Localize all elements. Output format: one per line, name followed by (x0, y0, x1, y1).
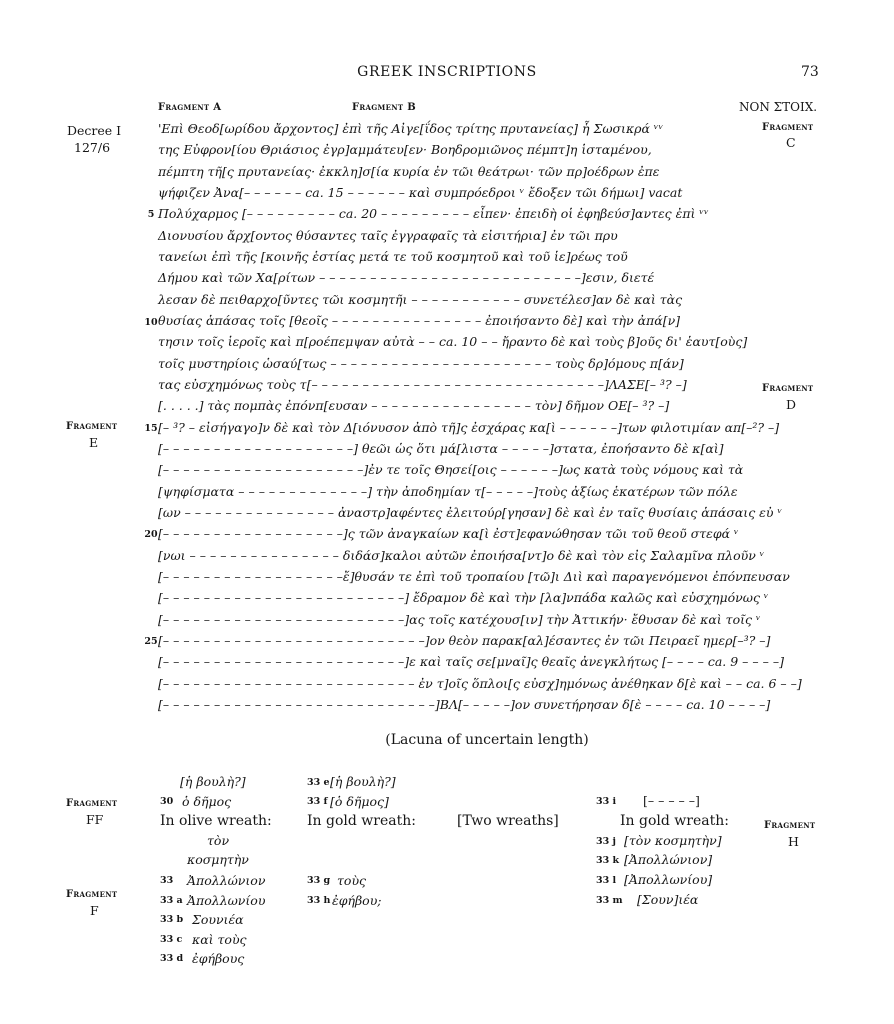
wreath-text: τοὺς (337, 873, 367, 888)
inscription-line: Δήμου καὶ τῶν Χα[ρίτων – – – – – – – – – – – – – – – – – – – – – – – – – –]εσιν, διετέ (158, 270, 655, 285)
fragment-f-label: Fragment (66, 889, 118, 900)
fragment-ff-label: Fragment (66, 798, 118, 809)
fragment-f-letter: F (90, 903, 99, 918)
wreath-heading: In olive wreath: (160, 813, 272, 829)
non-stoich-label: NON ΣΤΟΙΧ. (739, 100, 818, 114)
inscription-line: [ψηφίσματα – – – – – – – – – – – – –] τὴν ἀποδημίαν τ[– – – – –]τοὺς ἀξίως ἑκατέρων τῶν πόλε (158, 484, 738, 499)
inscription-line: τοῖς μυστηρίοις ὡσαύ[τως – – – – – – – – – – – – – – – – – – – – – – τοὺς δρ]όμους π[άν] (158, 356, 684, 371)
wreath-line-number: 33 (160, 875, 174, 886)
inscription-line: τησιν τοῖς ἱεροῖς καὶ π[ροέπεμψαν αὐτὰ – – ca. 10 – – ἤραντο δὲ καὶ τοὺς β]οῦς δι' ἑαυτ[οὺς] (158, 334, 748, 349)
wreath-text: [ἡ βουλὴ?] (330, 774, 396, 789)
inscription-line: [. . . . .] τὰς πομπὰς ἐπόνπ[ευσαν – – – – – – – – – – – – – – – – τὸν] δῆμον ΟΕ[– ³? –] (158, 398, 670, 413)
line-number: 20 (144, 529, 158, 540)
wreath-text: ὁ δῆμος (182, 794, 232, 809)
inscription-line: [νωι – – – – – – – – – – – – – – – διδάσ]καλοι αὐτῶν ἐποιήσα[ντ]ο δὲ καὶ τὸν εἰς Σαλαμῖνα πλοῦν ᵛ (158, 548, 765, 563)
wreath-line-number: 30 (160, 796, 174, 807)
fragment-e-letter: E (89, 435, 99, 450)
fragment-c-label: Fragment (762, 122, 814, 133)
decree-label: Decree I (67, 123, 122, 138)
fragment-d-letter: D (786, 397, 797, 412)
wreath-line-number: 33 b (160, 914, 184, 925)
inscription-line: [– – – – – – – – – – – – – – – – – – – – – – – – – – –]ΒΛ[– – – – –]ον συνετήρησαν δ[ὲ – – – – ca. 10 – – – –] (158, 697, 771, 712)
inscription-line: [– – – – – – – – – – – – – – – – – – – –]ἐν τε τοῖς Θησεί[οις – – – – – –]ως κατὰ τοὺς νόμους καὶ τὰ (158, 462, 744, 477)
wreath-line-number: 33 h (307, 895, 331, 906)
wreath-text: κοσμητὴν (187, 852, 249, 867)
inscription-line: θυσίας ἁπάσας τοῖς [θεοῖς – – – – – – – – – – – – – – – ἐποιήσαντο δὲ] καὶ τὴν ἀπά[ν] (158, 313, 681, 328)
wreath-line-number: 33 d (160, 953, 184, 964)
inscription-line: [– – – – – – – – – – – – – – – – – – – – – – – – – ἐν τ]οῖς ὅπλοι[ς εὐσχ]ημόνως ἀνέθηκαν δ[ὲ καὶ – – ca. 6 – –] (158, 676, 802, 691)
wreath-line-number: 33 i (596, 796, 617, 807)
inscription-line: [ων – – – – – – – – – – – – – – – ἀναστρ]αφέντες ἐλειτούρ[γησαν] δὲ καὶ ἐν ταῖς θυσίαις ἁπάσαις εὐ ᵛ (158, 505, 783, 520)
fragment-h-letter: H (788, 834, 799, 849)
fragment-c-letter: C (786, 135, 796, 150)
inscription-line: τανείωι ἐπὶ τῆς [κοινῆς ἑστίας μετά τε τοῦ κοσμητοῦ καὶ τοῦ ἱε]ρέως τοῦ (158, 249, 628, 264)
line-number: 15 (144, 423, 158, 434)
wreath-line-number: 33 e (307, 777, 330, 788)
fragment-a-label: Fragment A (158, 102, 222, 113)
inscription-line: Πολύχαρμος [– – – – – – – – – ca. 20 – – – – – – – – – εἶπεν· ἐπειδὴ οἱ ἐφηβεύσ]αντες ἐπὶ ᵛᵛ (158, 206, 709, 221)
wreath-text: Ἀπολλωνίου (187, 893, 266, 908)
inscription-line: ψήφιζεν Ἀνα[– – – – – – ca. 15 – – – – – – καὶ συμπρόεδροι ᵛ ἔδοξεν τῶι δήμωι] vacat (158, 185, 683, 200)
wreath-text: [ἡ βουλὴ?] (180, 774, 246, 789)
decree-date: 127/6 (74, 140, 111, 155)
wreath-line-number: 33 m (596, 895, 623, 906)
inscription-line: λεσαν δὲ πειθαρχο[ῦντες τῶι κοσμητῆι – – – – – – – – – – – συνετέλεσ]αν δὲ καὶ τὰς (158, 292, 683, 307)
fragment-ff-letter: FF (86, 812, 104, 827)
wreath-heading: [Two wreaths] (457, 813, 559, 829)
inscription-line: [– – – – – – – – – – – – – – – – – – – – – – – –] ἔδραμον δὲ καὶ τὴν [λα]νπάδα καλῶς καὶ εὐσχημόνως ᵛ (158, 590, 769, 605)
wreath-text: Σουνιέα (192, 912, 244, 927)
wreath-text: ἐφήβου; (332, 893, 382, 908)
fragment-b-label: Fragment B (352, 102, 416, 113)
line-number: 25 (144, 636, 158, 647)
wreath-line-number: 33 j (596, 836, 616, 847)
inscription-line: τας εὐσχημόνως τοὺς τ[– – – – – – – – – – – – – – – – – – – – – – – – – – – – –]ΛΑΣΕ[– ³? –] (158, 377, 687, 392)
wreath-text: [ὁ δῆμος] (330, 794, 389, 809)
fragment-d-label: Fragment (762, 383, 814, 394)
wreath-text: καὶ τοὺς (192, 932, 247, 947)
inscription-line: [– – – – – – – – – – – – – – – – – – – – – – – –]ε καὶ ταῖς σε[μναῖ]ς θεαῖς ἀνεγκλήτως [– – – – ca. 9 – – – –] (158, 654, 784, 669)
wreath-text: [– – – – –] (643, 793, 700, 808)
wreath-line-number: 33 l (596, 875, 617, 886)
wreath-text: [τὸν κοσμητὴν] (624, 833, 722, 848)
wreath-heading: In gold wreath: (620, 813, 729, 829)
running-title: GREEK INSCRIPTIONS (357, 64, 537, 80)
inscription-line: 'Επὶ Θεοδ[ωρίδου ἄρχοντος] ἐπὶ τῆς Αἰγε[ΐδος τρίτης πρυτανείας] ἧ Σωσικρά ᵛᵛ (158, 121, 664, 136)
wreath-line-number: 33 f (307, 796, 328, 807)
inscription-line: Διονυσίου ἄρχ[οντος θύσαντες ταῖς ἐγγραφαῖς τὰ εἰσιτήρια] ἐν τῶι πρυ (158, 228, 618, 243)
wreath-text: τὸν (207, 833, 230, 848)
page-number: 73 (801, 64, 819, 80)
inscription-line: της Εὐφρον[ίου Θριάσιος ἐγρ]αμμάτευ[εν· Βοηδρομιῶνος πέμπτ]η ἱσταμένου, (158, 142, 652, 157)
wreath-text: [Ἀπολλώνιον] (624, 852, 713, 867)
line-number: 10 (144, 317, 158, 328)
lacuna-note: (Lacuna of uncertain length) (385, 732, 589, 748)
wreath-text: ἐφήβους (192, 951, 245, 966)
wreath-text: [Ἀπολλωνίου] (624, 872, 713, 887)
inscription-line: [– – – – – – – – – – – – – – – – – – – – – – – –]ας τοῖς κατέχουσ[ιν] τὴν Ἀττικήν· ἔθυσαν δὲ καὶ τοῖς ᵛ (158, 612, 761, 627)
line-number: 5 (147, 209, 155, 220)
inscription-line: [– – – – – – – – – – – – – – – – – –]ς τῶν ἀναγκαίων κα[ὶ ἐστ]εφανώθησαν τῶι τοῦ θεοῦ στεφά ᵛ (158, 526, 739, 541)
inscription-line: [– – – – – – – – – – – – – – – – – – – – – – – – – –]ον θεὸν παρακ[αλ]έσαντες ἐν τῶι Πειραεῖ ημερ[–³? –] (158, 633, 771, 648)
wreath-line-number: 33 g (307, 875, 331, 886)
fragment-e-label: Fragment (66, 421, 118, 432)
wreath-line-number: 33 a (160, 895, 183, 906)
inscription-line: πέμπτη τῆ[ς πρυτανείας· ἐκκλη]σ[ία κυρία ἐν τῶι θεάτρωι· τῶν πρ]οέδρων ἐπε (158, 164, 660, 179)
inscription-line: [– ³? – εἰσήγαγο]ν δὲ καὶ τὸν Δ[ιόνυσον ἀπὸ τῆ]ς ἐσχάρας κα[ὶ – – – – – –]των φιλοτιμίαν απ[–²? –] (158, 420, 780, 435)
wreath-line-number: 33 k (596, 855, 620, 866)
wreath-line-number: 33 c (160, 934, 183, 945)
fragment-h-label: Fragment (764, 820, 816, 831)
wreath-text: Ἀπολλώνιον (187, 873, 266, 888)
inscription-line: [– – – – – – – – – – – – – – – – – – –] θεῶι ὡς ὅτι μά[λιστα – – – – –]στατα, ἐποήσαντο δὲ κ[αὶ] (158, 441, 724, 456)
inscription-line: [– – – – – – – – – – – – – – – – – –ἔ]θυσάν τε ἐπὶ τοῦ τροπαίου [τῶ]ι Διὶ καὶ παραγενόμενοι ἐπόνπευσαν (158, 569, 790, 584)
wreath-heading: In gold wreath: (307, 813, 416, 829)
wreath-text: [Σουν]ιέα (637, 892, 699, 907)
